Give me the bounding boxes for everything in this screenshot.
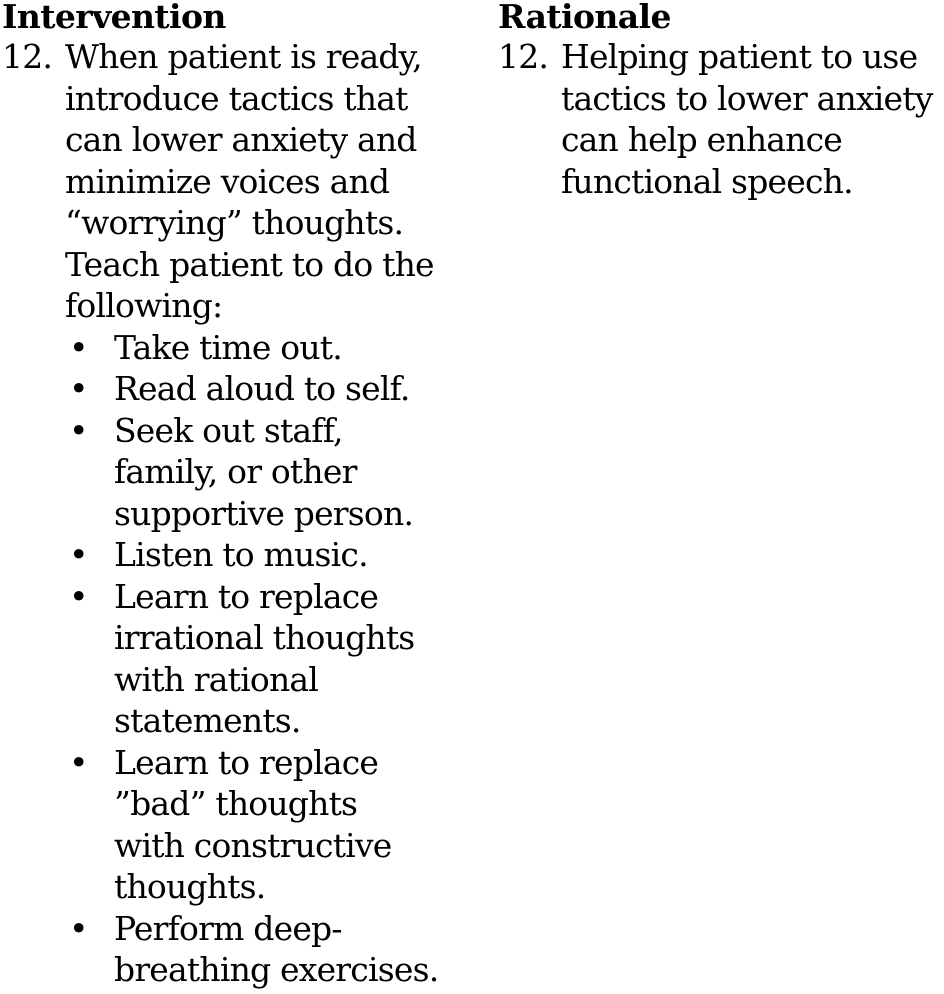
bullet-dot-icon: •	[69, 327, 89, 367]
rationale-item	[498, 36, 944, 202]
intervention-text-line: Teach patient to do the	[65, 244, 434, 284]
bullet-text-line: with constructive	[114, 825, 392, 865]
rationale-heading: Rationale	[498, 0, 671, 36]
intervention-text-line: minimize voices and	[65, 161, 390, 201]
intervention-text-line: introduce tactics that	[65, 78, 408, 118]
intervention-column	[2, 0, 472, 991]
bullet-dot-icon: •	[69, 576, 89, 616]
bullet-text-line: family, or other	[114, 452, 357, 491]
bullet-text-line: Read aloud to self.	[114, 369, 410, 408]
bullet-text-line: with rational	[114, 659, 319, 699]
bullet-text-line: thoughts.	[114, 867, 266, 906]
bullet-dot-icon: •	[69, 908, 89, 948]
rationale-text-line: functional speech.	[561, 161, 853, 201]
bullet-text-line: Learn to replace	[114, 742, 379, 782]
bullet-item	[65, 576, 472, 742]
bullet-dot-icon: •	[69, 535, 89, 574]
tactics-bullet-list	[65, 327, 472, 991]
bullet-item	[65, 908, 472, 991]
rationale-text-line: Helping patient to use	[561, 37, 918, 76]
intervention-item	[2, 36, 472, 991]
bullet-dot-icon: •	[69, 410, 89, 450]
rationale-text-line: tactics to lower anxiety	[561, 78, 933, 118]
bullet-text-line: Listen to music.	[114, 535, 368, 574]
bullet-item	[65, 410, 472, 535]
bullet-item	[65, 327, 472, 369]
bullet-text-line: statements.	[114, 701, 301, 740]
rationale-column	[498, 0, 944, 202]
bullet-text	[114, 576, 472, 742]
bullet-text-line: Learn to replace	[114, 576, 379, 616]
intervention-heading: Intervention	[2, 0, 226, 36]
bullet-item	[65, 742, 472, 908]
bullet-text	[114, 534, 472, 576]
bullet-text	[114, 410, 472, 535]
bullet-text-line: irrational thoughts	[114, 618, 415, 657]
bullet-text-line: ”bad” thoughts	[114, 784, 358, 823]
rationale-text-line: can help enhance	[561, 120, 843, 159]
bullet-dot-icon: •	[69, 742, 89, 782]
rationale-item-number: 12.	[498, 37, 549, 76]
intervention-text-line: following:	[65, 286, 223, 325]
bullet-text-line: Perform deep-	[114, 908, 342, 948]
bullet-text-line: Take time out.	[114, 327, 342, 367]
bullet-text	[114, 908, 472, 991]
bullet-text-line: supportive person.	[114, 493, 414, 533]
bullet-text	[114, 742, 472, 908]
intervention-text-line: “worrying” thoughts.	[65, 203, 404, 242]
bullet-dot-icon: •	[69, 369, 89, 408]
intervention-text-line: When patient is ready,	[65, 37, 422, 76]
bullet-text-line: Seek out staff,	[114, 410, 343, 450]
bullet-item	[65, 534, 472, 576]
intervention-item-body	[65, 36, 472, 991]
bullet-text	[114, 327, 472, 369]
bullet-item	[65, 368, 472, 410]
rationale-item-body	[561, 36, 944, 202]
bullet-text	[114, 368, 472, 410]
intervention-item-number: 12.	[2, 37, 53, 76]
bullet-text-line: breathing exercises.	[114, 950, 439, 989]
intervention-text-line: can lower anxiety and	[65, 120, 417, 159]
